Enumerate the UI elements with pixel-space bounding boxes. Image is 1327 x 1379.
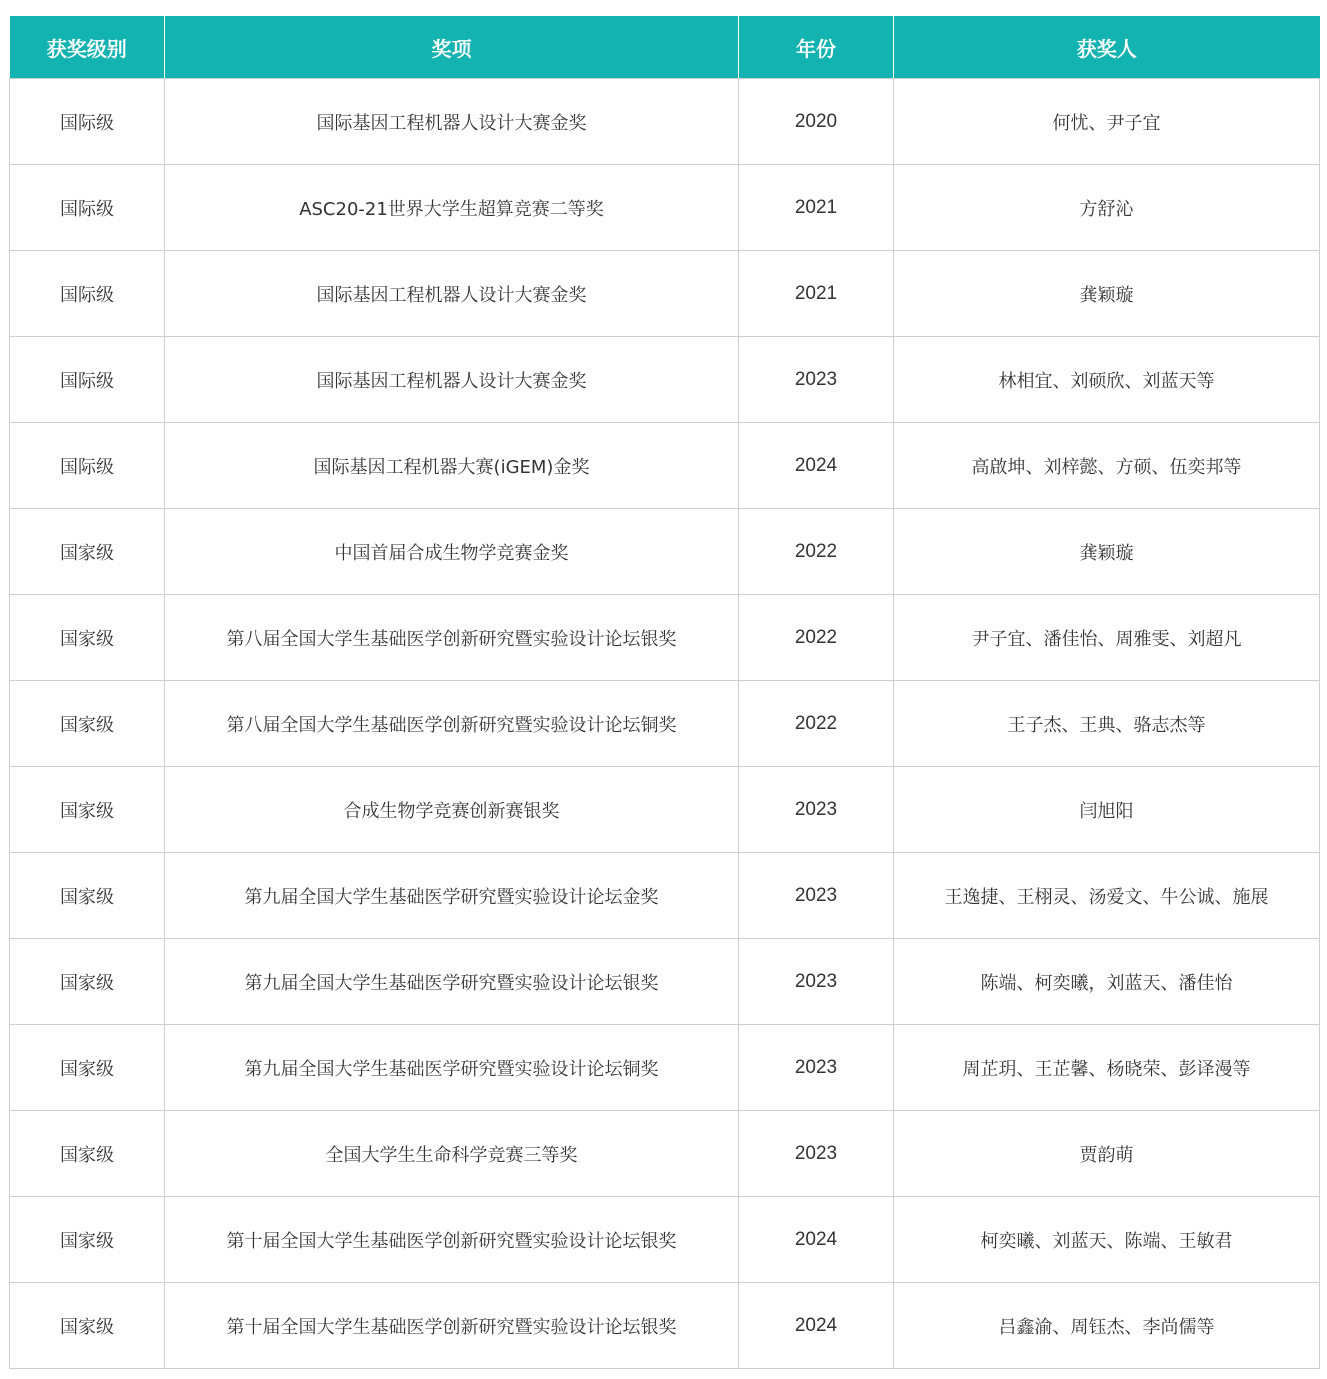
cell-year: 2024 [739,423,894,509]
cell-year: 2023 [739,337,894,423]
cell-winners: 柯奕曦、刘蓝天、陈端、王敏君 [894,1197,1320,1283]
cell-award: 第十届全国大学生基础医学创新研究暨实验设计论坛银奖 [165,1283,739,1369]
cell-award: 第八届全国大学生基础医学创新研究暨实验设计论坛铜奖 [165,681,739,767]
cell-winners: 尹子宜、潘佳怡、周雅雯、刘超凡 [894,595,1320,681]
header-level: 获奖级别 [10,16,165,79]
table-row [10,1197,1320,1283]
cell-award: 国际基因工程机器人设计大赛金奖 [165,337,739,423]
cell-level: 国家级 [10,1111,165,1197]
cell-year: 2021 [739,251,894,337]
cell-award: 第九届全国大学生基础医学研究暨实验设计论坛金奖 [165,853,739,939]
cell-winners: 龚颖璇 [894,509,1320,595]
table-row [10,165,1320,251]
cell-level: 国际级 [10,165,165,251]
cell-award: 第十届全国大学生基础医学创新研究暨实验设计论坛银奖 [165,1197,739,1283]
cell-winners: 吕鑫渝、周钰杰、李尚儒等 [894,1283,1320,1369]
cell-level: 国家级 [10,1025,165,1111]
cell-year: 2024 [739,1197,894,1283]
cell-level: 国家级 [10,595,165,681]
header-winners: 获奖人 [894,16,1320,79]
cell-award: 第九届全国大学生基础医学研究暨实验设计论坛银奖 [165,939,739,1025]
cell-level: 国家级 [10,767,165,853]
table-row [10,1111,1320,1197]
cell-level: 国家级 [10,939,165,1025]
cell-winners: 周芷玥、王芷馨、杨晓荣、彭译漫等 [894,1025,1320,1111]
table-row [10,939,1320,1025]
cell-winners: 方舒沁 [894,165,1320,251]
cell-year: 2024 [739,1283,894,1369]
cell-winners: 王逸捷、王栩灵、汤爱文、牛公诚、施展 [894,853,1320,939]
table-row [10,1025,1320,1111]
table-row [10,251,1320,337]
table-row [10,79,1320,165]
cell-level: 国际级 [10,79,165,165]
cell-year: 2023 [739,1025,894,1111]
cell-level: 国际级 [10,251,165,337]
table-row [10,1283,1320,1369]
cell-winners: 贾韵萌 [894,1111,1320,1197]
cell-year: 2022 [739,509,894,595]
cell-level: 国家级 [10,853,165,939]
cell-winners: 龚颖璇 [894,251,1320,337]
cell-year: 2023 [739,939,894,1025]
cell-award: 合成生物学竞赛创新赛银奖 [165,767,739,853]
table-row [10,853,1320,939]
cell-level: 国家级 [10,681,165,767]
table-row [10,423,1320,509]
cell-award: 全国大学生生命科学竞赛三等奖 [165,1111,739,1197]
cell-year: 2023 [739,1111,894,1197]
cell-award: 第九届全国大学生基础医学研究暨实验设计论坛铜奖 [165,1025,739,1111]
header-award: 奖项 [165,16,739,79]
awards-table [9,16,1320,1369]
table-row [10,509,1320,595]
cell-award: 国际基因工程机器人设计大赛金奖 [165,79,739,165]
cell-award: 国际基因工程机器大赛(iGEM)金奖 [165,423,739,509]
cell-winners: 王子杰、王典、骆志杰等 [894,681,1320,767]
cell-level: 国际级 [10,423,165,509]
table-row [10,767,1320,853]
table-body [10,79,1320,1369]
cell-award: 中国首届合成生物学竞赛金奖 [165,509,739,595]
cell-winners: 何忧、尹子宜 [894,79,1320,165]
cell-award: ASC20-21世界大学生超算竞赛二等奖 [165,165,739,251]
table-row [10,337,1320,423]
cell-winners: 林相宜、刘硕欣、刘蓝天等 [894,337,1320,423]
cell-year: 2020 [739,79,894,165]
cell-winners: 陈端、柯奕曦，刘蓝天、潘佳怡 [894,939,1320,1025]
cell-level: 国家级 [10,1283,165,1369]
header-row [10,16,1320,79]
header-year: 年份 [739,16,894,79]
cell-level: 国际级 [10,337,165,423]
cell-year: 2022 [739,595,894,681]
table-row [10,681,1320,767]
cell-year: 2022 [739,681,894,767]
cell-winners: 高啟坤、刘梓懿、方硕、伍奕邦等 [894,423,1320,509]
cell-winners: 闫旭阳 [894,767,1320,853]
table-row [10,595,1320,681]
cell-level: 国家级 [10,509,165,595]
cell-year: 2021 [739,165,894,251]
cell-award: 第八届全国大学生基础医学创新研究暨实验设计论坛银奖 [165,595,739,681]
cell-year: 2023 [739,767,894,853]
table-header [10,16,1320,79]
cell-year: 2023 [739,853,894,939]
cell-level: 国家级 [10,1197,165,1283]
cell-award: 国际基因工程机器人设计大赛金奖 [165,251,739,337]
